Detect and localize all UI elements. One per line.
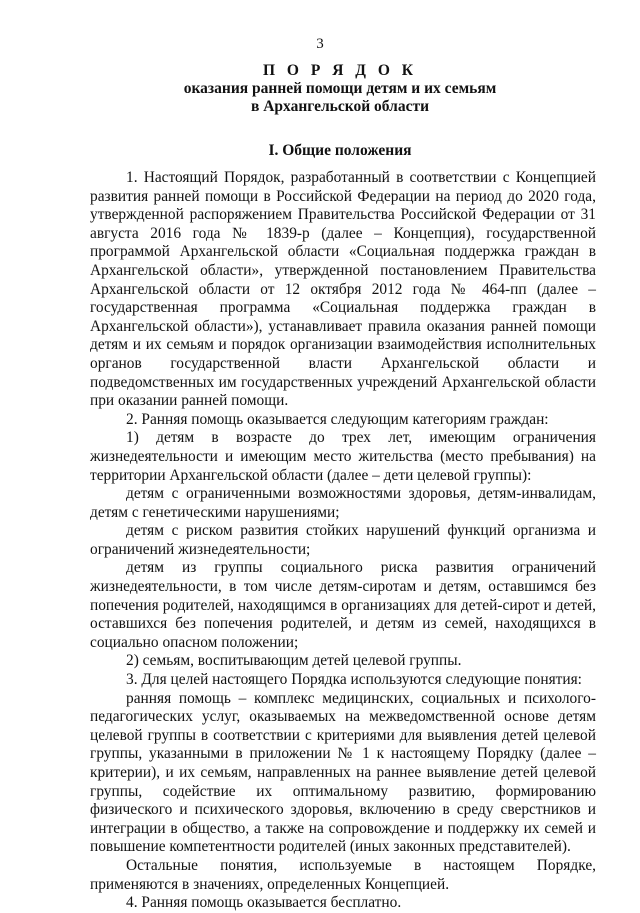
document-header — [80, 62, 600, 116]
paragraph: Остальные понятия, используемые в настоящем Порядке, применяются в значениях, определенных Концепцией. — [90, 856, 596, 893]
paragraph: детям из группы социального риска развития ограничений жизнедеятельности, в том числе детям-сиротам и детям, оставшимся без попечения родителей, находящимся в организациях для детей-сирот и детей, оставшихся без попечения родителей, и детям из семей, находящихся в социально опасном положении; — [90, 559, 596, 651]
document-body — [90, 169, 596, 913]
paragraph: 3. Для целей настоящего Порядка используются следующие понятия: — [126, 671, 582, 689]
paragraph: 2. Ранняя помощь оказывается следующим категориям граждан: — [126, 410, 549, 428]
section-heading: I. Общие положения — [268, 142, 412, 159]
paragraph: детям с риском развития стойких нарушений функций организма и ограничений жизнедеятельности; — [90, 522, 596, 558]
paragraph: 1) детям в возрасте до трех лет, имеющим ограничения жизнедеятельности и имеющим место жительства (место пребывания) на территории Архангельской области (далее – дети целевой группы): — [90, 429, 596, 484]
document-title: П О Р Я Д О К — [263, 62, 417, 79]
paragraph: детям с ограниченными возможностями здоровья, детям-инвалидам, детям с генетическими нарушениями; — [90, 485, 596, 521]
document-subtitle-line-2: в Архангельской области — [250, 98, 430, 115]
paragraph: ранняя помощь – комплекс медицинских, социальных и психолого-педагогических услуг, оказываемых на межведомственной основе детям целевой группы в соответствии с критериями для выявления детей целевой группы, указанными в приложении № 1 к настоящему Порядку (далее – критерии), и их семьям, направленных на раннее выявление детей целевой группы, содействие их оптимальному развитию, формированию физического и психического здоровья, включению в среду сверстников и интеграции в общество, а также на сопровождение и поддержку их семей и повышение компетентности родителей (иных законных представителей). — [90, 689, 596, 856]
paragraph: 4. Ранняя помощь оказывается бесплатно. — [126, 894, 402, 912]
paragraph: 2) семьям, воспитывающим детей целевой группы. — [126, 652, 462, 670]
paragraph: 1. Настоящий Порядок, разработанный в соответствии с Концепцией развития ранней помощи в Российской Федерации на период до 2020 года, утвержденной распоряжением Правительства Российской Федерации от 31 августа 2016 года № 1839-р (далее – Концепция), государственной программой Архангельской области «Социальная поддержка граждан в Архангельской области», утвержденной постановлением Правительства Архангельской области от 12 октября 2012 года № 464-пп (далее – государственная программа «Социальная поддержка граждан в Архангельской области»), устанавливает правила оказания ранней помощи детям и их семьям и порядок организации взаимодействия исполнительных органов государственной власти Архангельской области и подведомственных им государственных учреждений Архангельской области при оказании ранней помощи. — [90, 169, 596, 410]
document-subtitle-line-1: оказания ранней помощи детям и их семьям — [183, 80, 497, 97]
page-number: 3 — [316, 36, 324, 52]
